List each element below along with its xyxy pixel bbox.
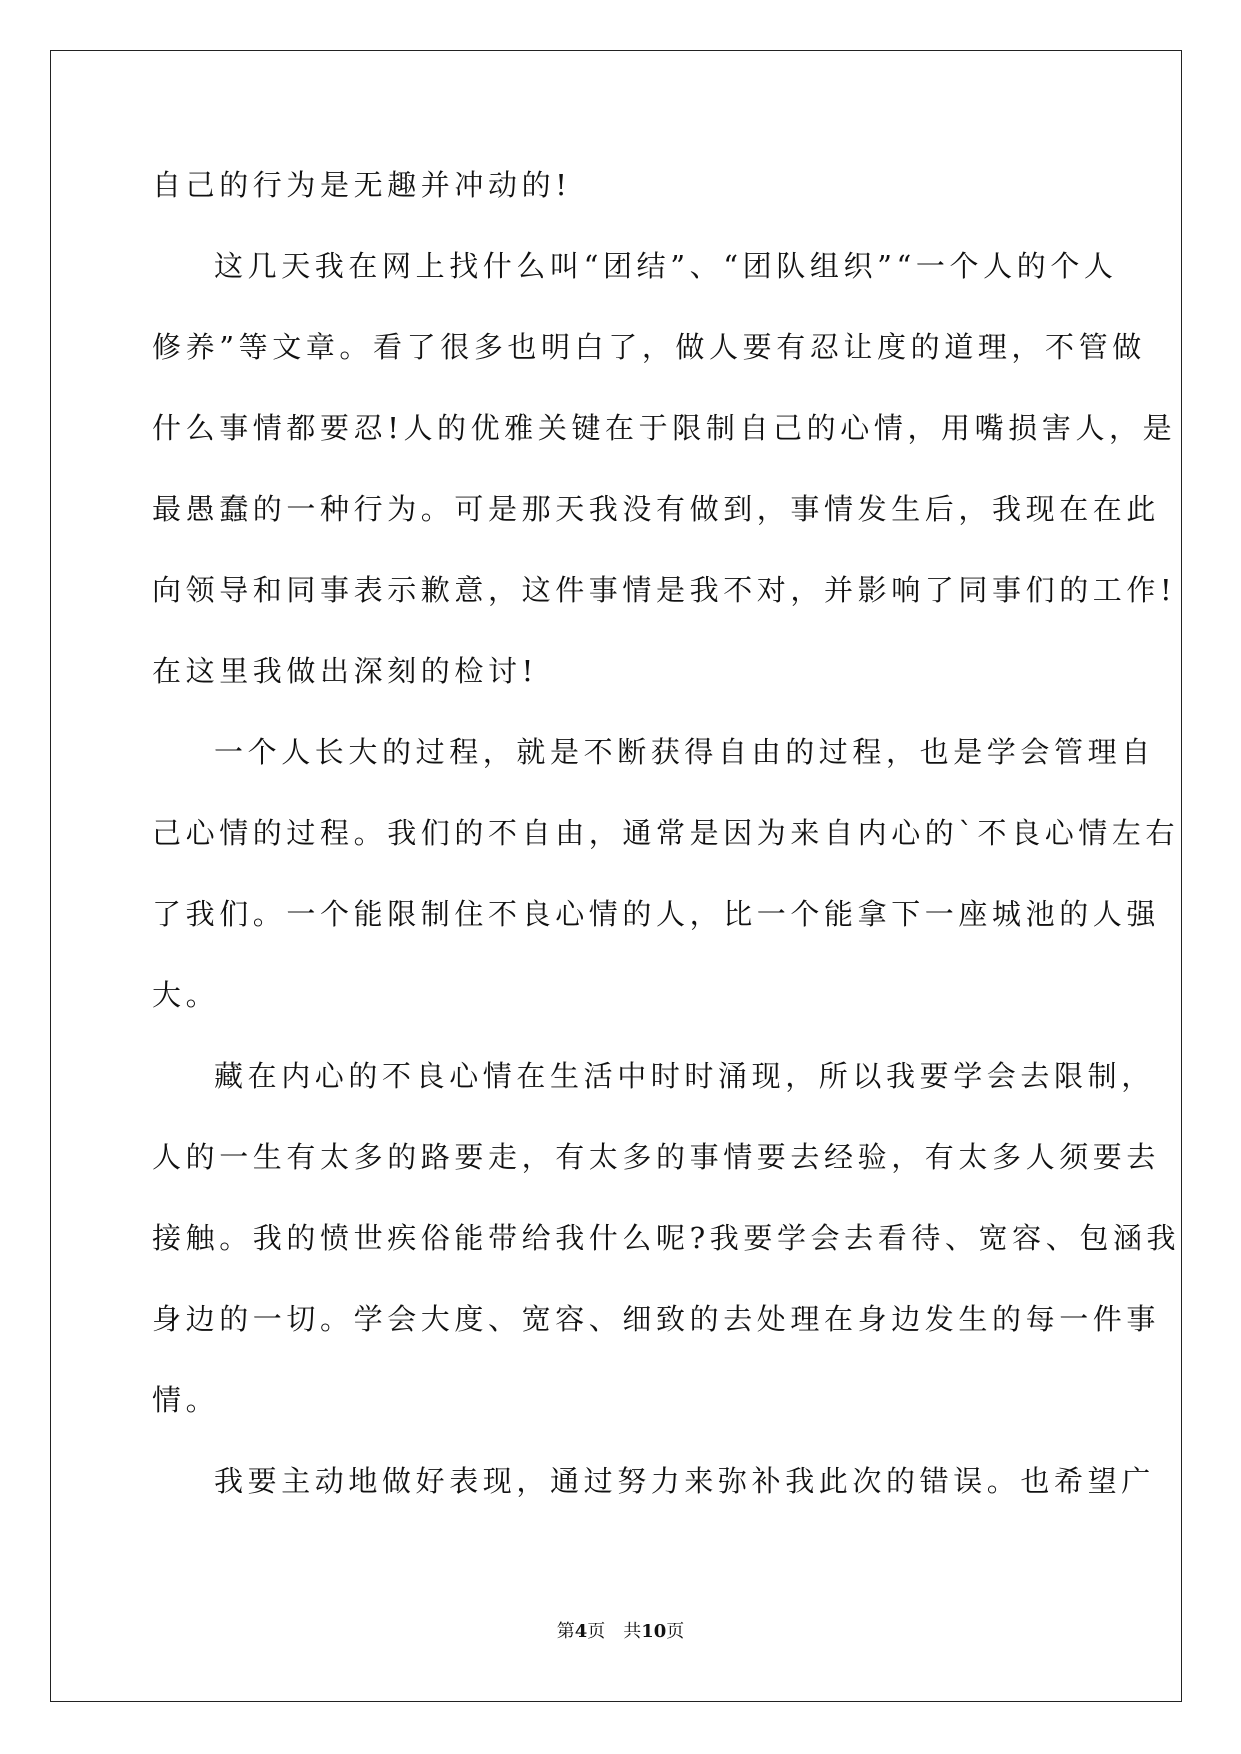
text-line: 我要主动地做好表现，通过努力来弥补我此次的错误。也希望广 xyxy=(214,1464,1155,1498)
text-line: 己心情的过程。我们的不自由，通常是因为来自内心的`不良心情左右 xyxy=(152,816,1180,850)
text-line: 向领导和同事表示歉意，这件事情是我不对，并影响了同事们的工作! xyxy=(152,573,1177,607)
text-line: 了我们。一个能限制住不良心情的人，比一个能拿下一座城池的人强 xyxy=(152,897,1161,931)
text-line: 什么事情都要忍!人的优雅关键在于限制自己的心情，用嘴损害人，是 xyxy=(152,411,1177,445)
text-line: 一个人长大的过程，就是不断获得自由的过程，也是学会管理自 xyxy=(214,735,1155,769)
text-line: 情。 xyxy=(152,1383,220,1417)
total-prefix: 共 xyxy=(623,1621,642,1642)
text-line: 最愚蠢的一种行为。可是那天我没有做到，事情发生后，我现在在此 xyxy=(152,492,1161,526)
total-pages-number: 10 xyxy=(641,1621,667,1642)
page-prefix: 第 xyxy=(556,1621,575,1642)
text-line: 在这里我做出深刻的检讨! xyxy=(152,654,538,688)
text-line: 接触。我的愤世疾俗能带给我什么呢?我要学会去看待、宽容、包涵我 xyxy=(152,1221,1181,1255)
document-body xyxy=(152,160,1181,1537)
text-line: 身边的一切。学会大度、宽容、细致的去处理在身边发生的每一件事 xyxy=(152,1302,1161,1336)
page-footer xyxy=(0,1620,1241,1644)
total-suffix: 页 xyxy=(666,1621,685,1642)
page-suffix: 页 xyxy=(587,1621,606,1642)
text-line: 修养”等文章。看了很多也明白了，做人要有忍让度的道理，不管做 xyxy=(152,330,1146,364)
text-line: 人的一生有太多的路要走，有太多的事情要去经验，有太多人须要去 xyxy=(152,1140,1161,1174)
current-page-number: 4 xyxy=(574,1621,588,1642)
text-line: 这几天我在网上找什么叫“团结”、“团队组织”“一个人的个人 xyxy=(214,249,1118,283)
text-line: 自己的行为是无趣并冲动的! xyxy=(152,168,572,202)
text-line: 藏在内心的不良心情在生活中时时涌现，所以我要学会去限制， xyxy=(214,1059,1155,1093)
text-line: 大。 xyxy=(152,978,220,1012)
